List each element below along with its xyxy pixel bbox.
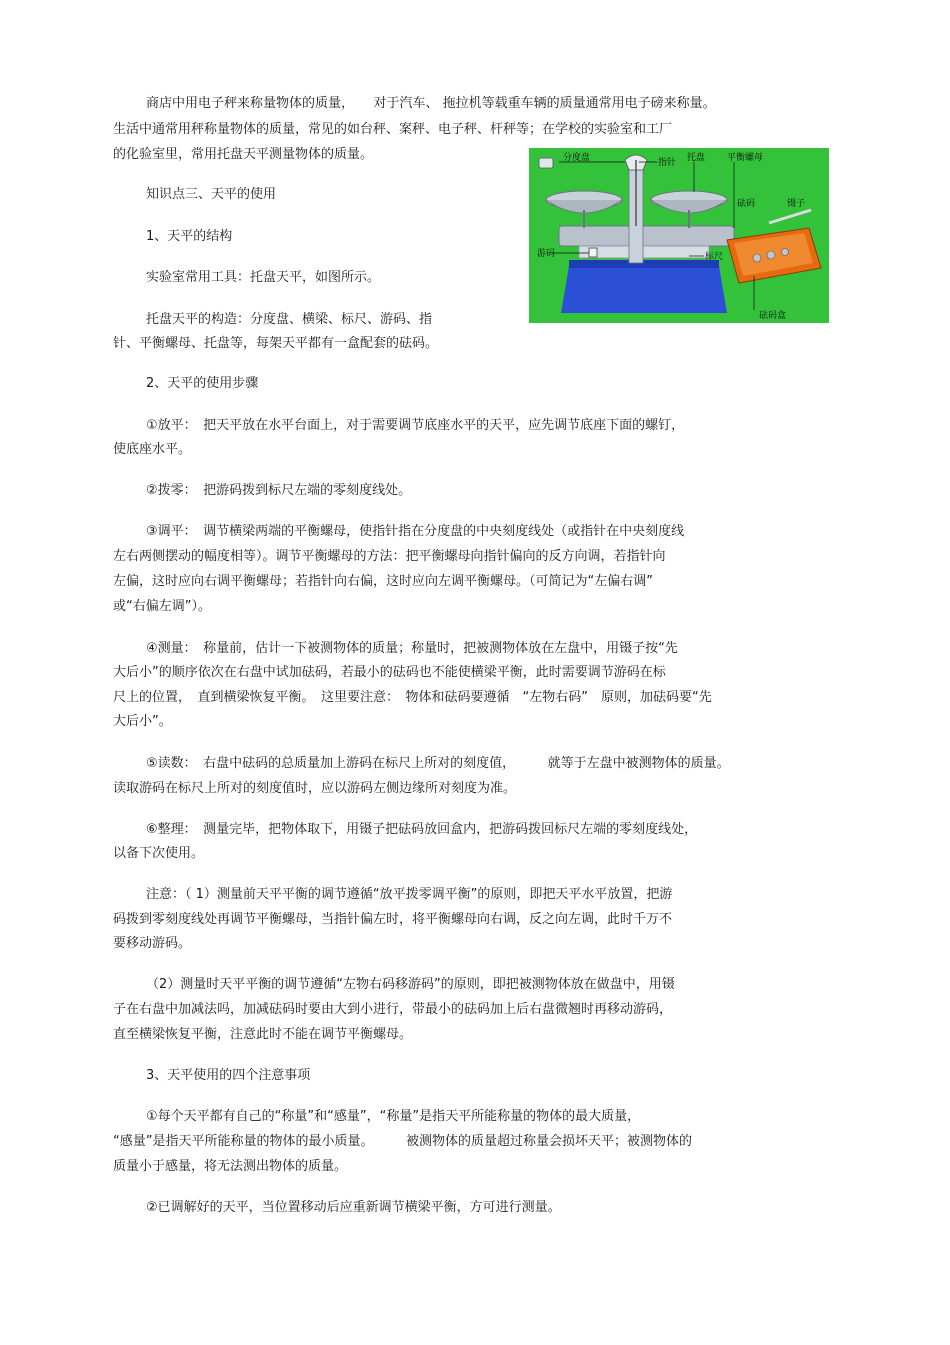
- label-box: 砝码盒: [759, 311, 787, 321]
- balance-figure: [529, 148, 829, 323]
- label-rider: 游码: [537, 249, 556, 259]
- text-line: 以备下次使用。: [113, 846, 205, 861]
- text-line: ①每个天平都有自己的“称量”和“感量”，“称量”是指天平所能称量的物体的最大质量，: [146, 1109, 641, 1124]
- label-tweezers: 镊子: [787, 199, 806, 209]
- text-line: ⑤读数： 右盘中砝码的总质量加上游码在标尺上所对的刻度值， 就等于左盘中被测物体的质量。: [146, 756, 730, 771]
- label-nut: 平衡螺母: [727, 153, 764, 163]
- text-line: 或“右偏左调”）。: [113, 599, 211, 614]
- label-pointer: 指针: [658, 158, 677, 168]
- text-line: “感量”是指天平所能称量的物体的最小质量。 被测物体的质量超过称量会损坏天平；被测物体的: [113, 1134, 692, 1149]
- label-dial: 分度盘: [563, 153, 591, 163]
- text-line: 的化验室里，常用托盘天平测量物体的质量。: [113, 147, 374, 162]
- text-line: 实验室常用工具：托盘天平，如图所示。: [146, 270, 381, 285]
- text-line: ①放平： 把天平放在水平台面上，对于需要调节底座水平的天平，应先调节底座下面的螺钉，: [146, 418, 685, 433]
- text-line: 托盘天平的构造：分度盘、横梁、标尺、游码、指: [146, 312, 433, 327]
- text-line: 尺上的位置， 直到横梁恢复平衡。 这里要注意： 物体和砝码要遵循 “左物右码” 原则，加砝码要“先: [113, 690, 712, 705]
- text-line: ②已调解好的天平，当位置移动后应重新调节横梁平衡，方可进行测量。: [146, 1200, 561, 1215]
- text-line: 子在右盘中加减法吗，加减砝码时要由大到小进行，带最小的砝码加上后右盘微翘时再移动游码，: [113, 1002, 673, 1017]
- text-line: 注意：（ 1）测量前天平平衡的调节遵循“放平拨零调平衡”的原则，即把天平水平放置，把游: [146, 887, 673, 902]
- label-scale: 标尺: [705, 252, 724, 262]
- text-line: 读取游码在标尺上所对的刻度值时，应以游码左侧边缘所对刻度为准。: [113, 781, 517, 796]
- text-line: 生活中通常用秤称量物体的质量，常见的如台秤、案秤、电子秤、杆秤等；在学校的实验室和工厂: [113, 122, 673, 137]
- text-line: 质量小于感量，将无法测出物体的质量。: [113, 1159, 348, 1174]
- text-line: ⑥整理： 测量完毕，把物体取下，用镊子把砝码放回盒内，把游码拨回标尺左端的零刻度线处，: [146, 822, 698, 837]
- subheading: 1、天平的结构: [146, 229, 233, 244]
- subheading: 2、天平的使用步骤: [146, 376, 259, 391]
- text-line: 左偏，这时应向右调平衡螺母；若指针向右偏，这时应向左调平衡螺母。（可简记为“左偏右调”: [113, 574, 653, 589]
- text-line: 左右两侧摆动的幅度相等）。调节平衡螺母的方法：把平衡螺母向指针偏向的反方向调，若指针向: [113, 549, 666, 564]
- section-heading: 知识点三、天平的使用: [146, 187, 277, 202]
- text-line: （2）测量时天平平衡的调节遵循“左物右码移游码”的原则，即把被测物体放在做盘中，用镊: [146, 977, 675, 992]
- text-line: 大后小”的顺序依次在右盘中试加砝码，若最小的砝码也不能使横梁平衡，此时需要调节游码在标: [113, 665, 666, 680]
- label-pan: 托盘: [687, 153, 706, 163]
- subheading: 3、天平使用的四个注意事项: [146, 1068, 311, 1083]
- text-line: 商店中用电子秤来称量物体的质量， 对于汽车、 拖拉机等载重车辆的质量通常用电子磅来称量。: [146, 96, 716, 111]
- text-line: ②拨零： 把游码拨到标尺左端的零刻度线处。: [146, 483, 412, 498]
- text-line: 直至横梁恢复平衡，注意此时不能在调节平衡螺母。: [113, 1027, 413, 1042]
- text-line: 针、平衡螺母、托盘等，每架天平都有一盒配套的砝码。: [113, 336, 439, 351]
- text-line: 大后小”。: [113, 714, 172, 729]
- text-line: 使底座水平。: [113, 442, 192, 457]
- label-weights: 砝码: [737, 199, 756, 209]
- text-line: 码拨到零刻度线处再调节平衡螺母，当指针偏左时，将平衡螺母向右调，反之向左调，此时千万不: [113, 912, 673, 927]
- text-line: ③调平： 调节横梁两端的平衡螺母，使指针指在分度盘的中央刻度线处（或指针在中央刻度线: [146, 524, 685, 539]
- text-line: ④测量： 称量前，估计一下被测物体的质量；称量时，把被测物体放在左盘中，用镊子按“先: [146, 641, 678, 656]
- text-line: 要移动游码。: [113, 936, 192, 951]
